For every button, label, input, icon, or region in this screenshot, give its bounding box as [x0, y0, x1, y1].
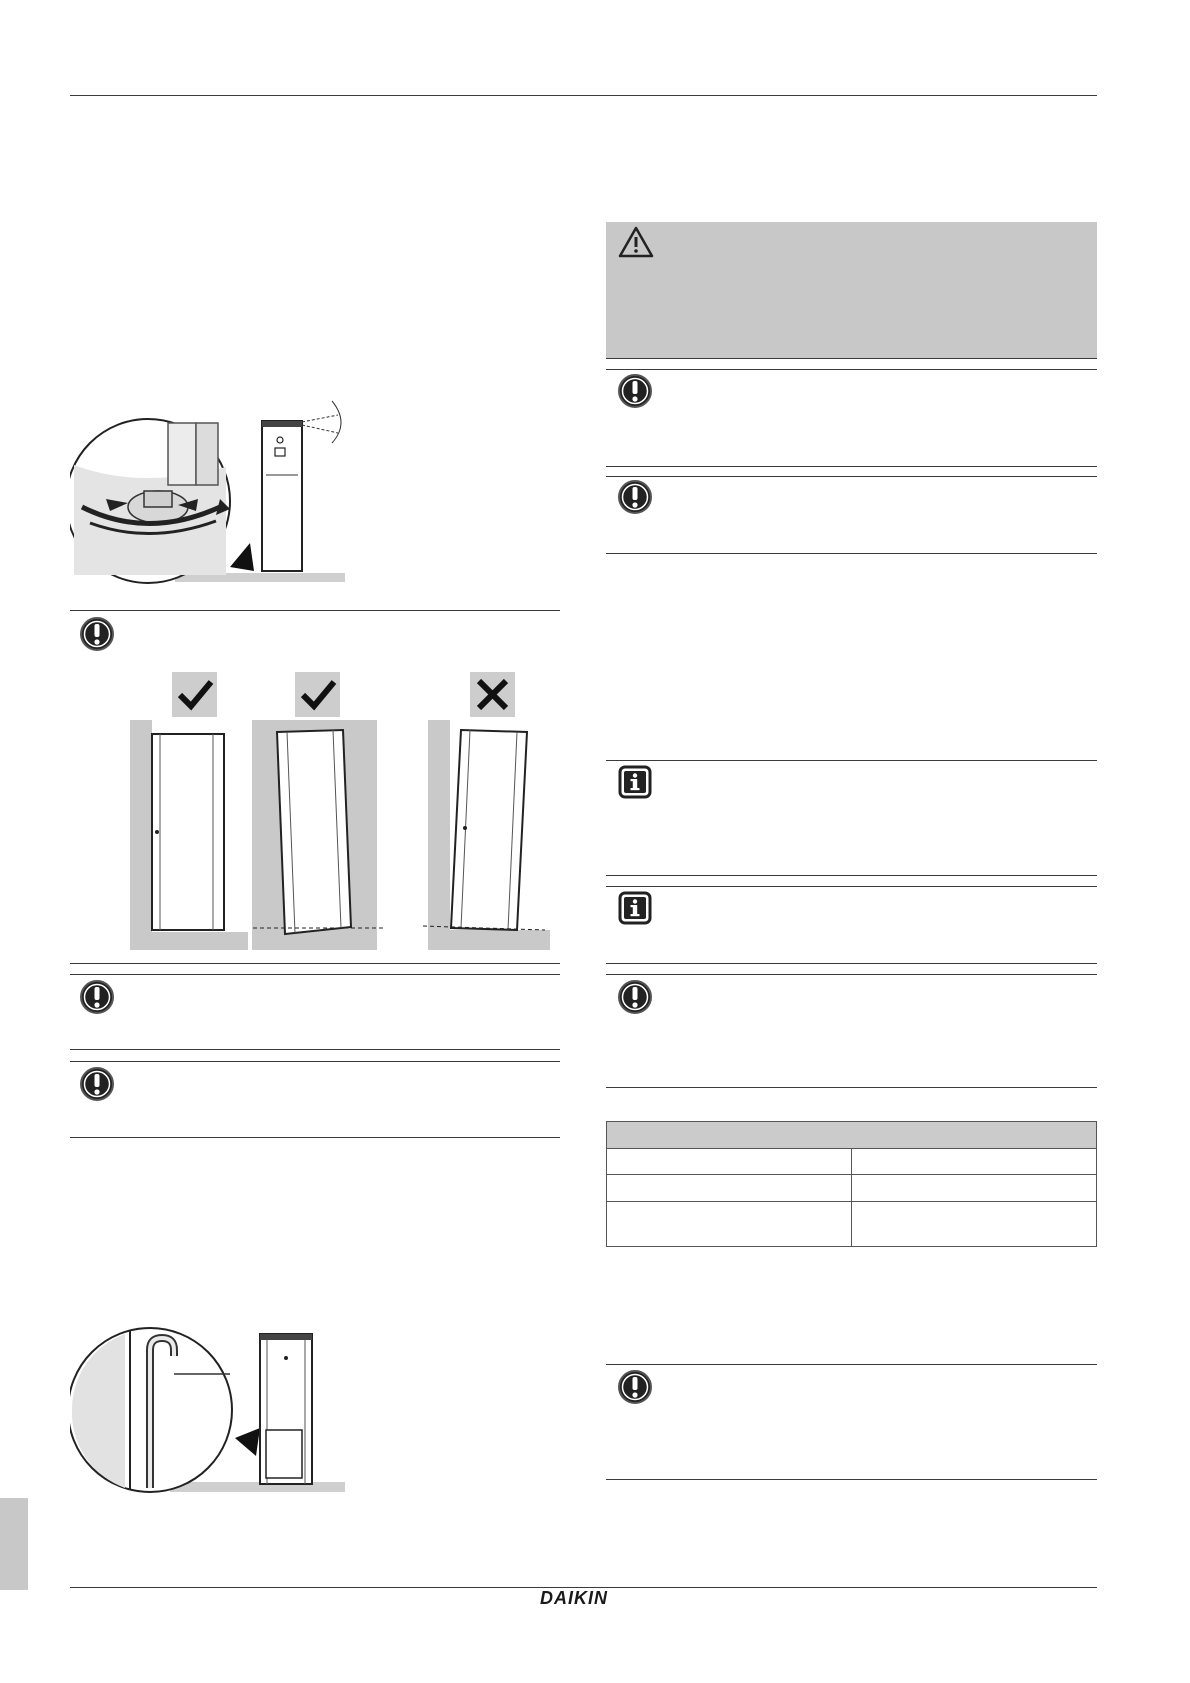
info-top-rule — [606, 760, 1097, 761]
exclamation-circle-icon — [79, 1066, 115, 1102]
cross-mark-icon — [470, 672, 515, 717]
table-row — [606, 1149, 1097, 1175]
notice-top-rule — [606, 476, 1097, 477]
notice-top-rule — [70, 610, 560, 611]
daikin-logo: DAIKIN — [540, 1588, 608, 1608]
notice-top-rule — [70, 1061, 560, 1062]
notice-bottom-rule — [606, 466, 1097, 467]
notice-bottom-rule — [70, 1137, 560, 1138]
tilt-comparison-figure — [125, 672, 550, 957]
notice-bottom-rule — [70, 963, 560, 964]
info-bottom-rule — [606, 963, 1097, 964]
notice-top-rule — [606, 369, 1097, 370]
exclamation-circle-icon — [617, 979, 653, 1015]
exclamation-circle-icon — [617, 373, 653, 409]
notice-top-rule — [606, 1364, 1097, 1365]
check-mark-icon — [172, 672, 217, 717]
info-square-icon — [617, 764, 653, 800]
table-cell-divider — [851, 1175, 852, 1201]
header-rule — [70, 95, 1097, 96]
table-cell-divider — [851, 1149, 852, 1174]
table-row — [606, 1202, 1097, 1247]
exclamation-circle-icon — [79, 979, 115, 1015]
drain-hose-figure — [70, 1320, 360, 1500]
leveling-foot-figure — [70, 395, 360, 595]
caution-bottom-rule — [606, 358, 1097, 359]
info-square-icon — [617, 890, 653, 926]
table-row — [606, 1175, 1097, 1202]
notice-bottom-rule — [606, 1087, 1097, 1088]
warning-triangle-icon — [617, 225, 655, 259]
table-cell-divider — [851, 1202, 852, 1246]
info-bottom-rule — [606, 875, 1097, 876]
notice-top-rule — [606, 974, 1097, 975]
exclamation-circle-icon — [617, 479, 653, 515]
check-mark-icon — [295, 672, 340, 717]
exclamation-circle-icon — [617, 1369, 653, 1405]
exclamation-circle-icon — [79, 616, 115, 652]
language-tab — [0, 1498, 28, 1590]
notice-bottom-rule — [70, 1049, 560, 1050]
table-header — [606, 1121, 1097, 1149]
info-top-rule — [606, 886, 1097, 887]
notice-bottom-rule — [606, 1479, 1097, 1480]
notice-top-rule — [70, 974, 560, 975]
notice-bottom-rule — [606, 553, 1097, 554]
caution-block — [606, 222, 1097, 358]
